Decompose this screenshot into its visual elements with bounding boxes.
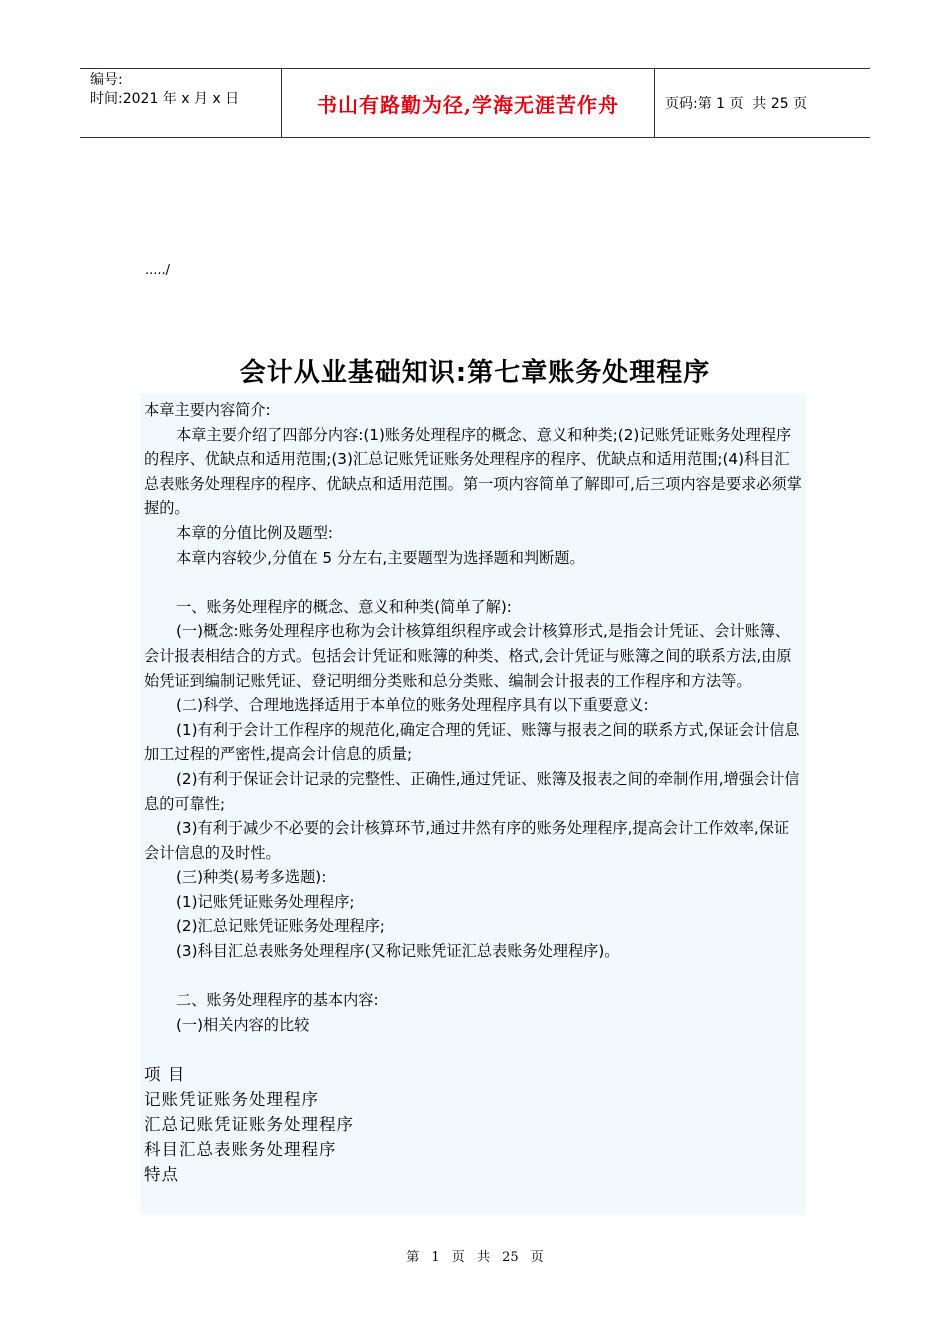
- header-table: [80, 68, 870, 138]
- section2-heading: 二、账务处理程序的基本内容:: [176, 991, 379, 1010]
- spacer: [144, 1037, 802, 1062]
- score-paragraph: 本章内容较少,分值在 5 分左右,主要题型为选择题和判断题。: [176, 548, 585, 567]
- types-heading: (三)种类(易考多选题):: [176, 868, 327, 887]
- document-time-label: 时间:2021 年 x 月 x 日: [90, 91, 240, 107]
- significance-heading: (二)科学、合理地选择适用于本单位的账务处理程序具有以下重要意义:: [176, 696, 649, 715]
- compare-heading: (一)相关内容的比较: [176, 1015, 310, 1034]
- table-item: 记账凭证账务处理程序: [144, 1090, 319, 1110]
- type-item-1: (1)记账凭证账务处理程序;: [176, 892, 355, 911]
- header-meta-cell: [80, 69, 282, 137]
- header-page-code: 页码:第 1 页 共 25 页: [665, 96, 808, 112]
- document-title: 会计从业基础知识:第七章账务处理程序: [239, 358, 711, 388]
- footer-page-unit: 页: [451, 1250, 465, 1265]
- header-motto: 书山有路勤为径,学海无涯苦作舟: [282, 69, 655, 137]
- intro-paragraph: 本章主要介绍了四部分内容:(1)账务处理程序的概念、意义和种类;(2)记账凭证账务处理程序的程序、优缺点和适用范围;(3)汇总记账凭证账务处理程序的程序、优缺点和适用范围;(4)科目汇总表账务处理程序的程序、优缺点和适用范围。第一项内容简单了解即可,后三项内容是要求必须掌握的。: [144, 425, 802, 518]
- footer-total-pages: 25: [502, 1250, 519, 1265]
- ellipsis-mark: ...../: [145, 263, 171, 278]
- footer-page-number: 1: [431, 1250, 440, 1265]
- page-footer: [0, 1246, 950, 1265]
- footer-total-unit: 页: [530, 1250, 544, 1265]
- score-heading: 本章的分值比例及题型:: [176, 523, 333, 542]
- concept-paragraph: (一)概念:账务处理程序也称为会计核算组织程序或会计核算形式,是指会计凭证、会计账簿、会计报表相结合的方式。包括会计凭证和账簿的种类、格式,会计凭证与账簿之间的联系方法,由原始凭证到编制记账凭证、登记明细分类账和总分类账、编制会计报表的工作程序和方法等。: [144, 622, 792, 690]
- header-page-code-cell: [655, 69, 870, 137]
- table-item: 汇总记账凭证账务处理程序: [144, 1115, 354, 1135]
- table-item: 特点: [144, 1165, 179, 1185]
- type-item-2: (2)汇总记账凭证账务处理程序;: [176, 917, 385, 936]
- significance-item-1: (1)有利于会计工作程序的规范化,确定合理的凭证、账簿与报表之间的联系方式,保证会计信息加工过程的严密性,提高会计信息的质量;: [144, 720, 800, 764]
- table-item: 科目汇总表账务处理程序: [144, 1140, 337, 1160]
- intro-heading: 本章主要内容简介:: [144, 401, 271, 419]
- section1-heading: 一、账务处理程序的概念、意义和种类(简单了解):: [176, 597, 512, 616]
- table-item: 项 目: [144, 1065, 186, 1085]
- footer-total-prefix: 共: [476, 1250, 490, 1265]
- significance-item-3: (3)有利于减少不必要的会计核算环节,通过井然有序的账务处理程序,提高会计工作效率,保证会计信息的及时性。: [144, 819, 790, 862]
- content-area: [140, 393, 806, 1215]
- significance-item-2: (2)有利于保证会计记录的完整性、正确性,通过凭证、账簿及报表之间的牵制作用,增强会计信息的可靠性;: [144, 769, 800, 813]
- document-number-label: 编号:: [90, 72, 123, 88]
- type-item-3: (3)科目汇总表账务处理程序(又称记账凭证汇总表账务处理程序)。: [176, 942, 620, 961]
- spacer: [144, 570, 802, 595]
- footer-prefix: 第: [406, 1250, 420, 1265]
- spacer: [144, 964, 802, 989]
